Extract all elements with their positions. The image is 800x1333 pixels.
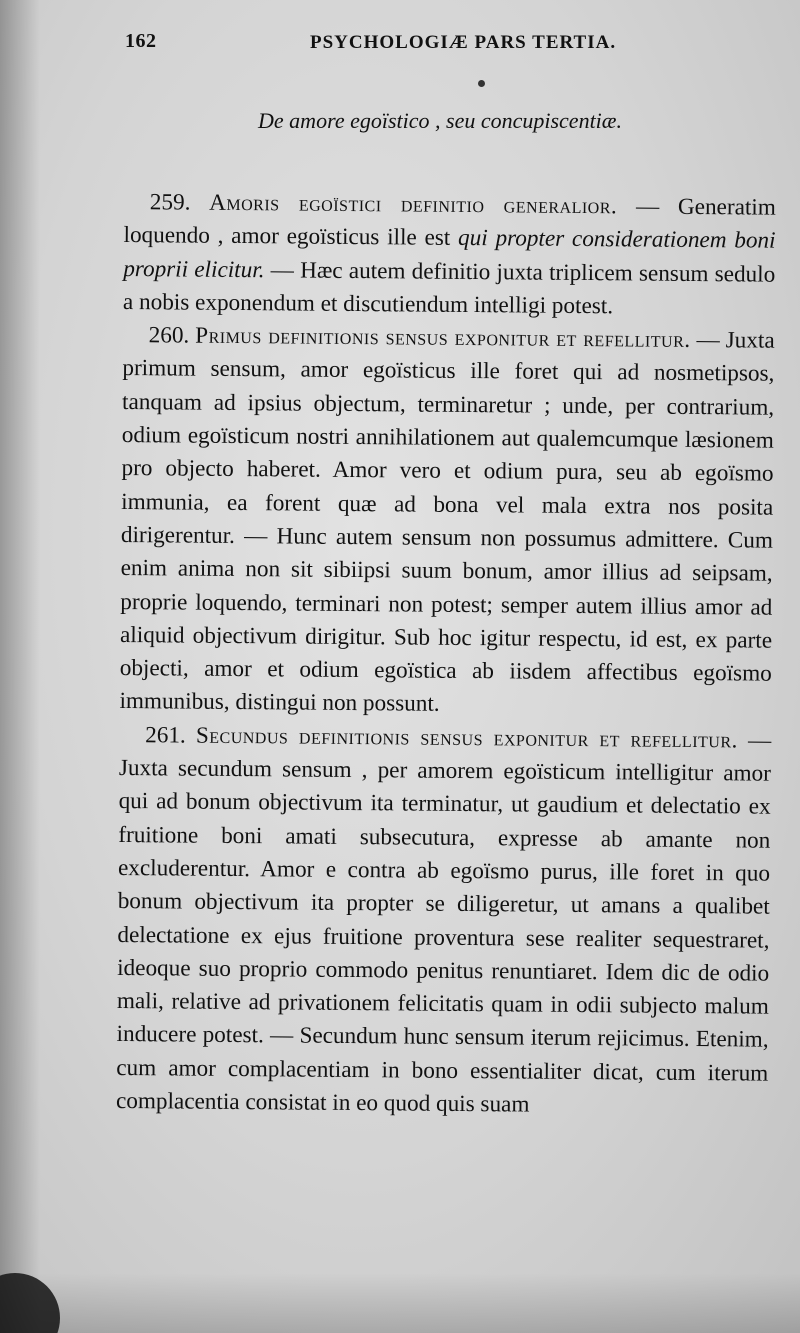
- bottom-shadow: [0, 1273, 800, 1333]
- section-title: De amore egoïstico , seu concupiscentiæ.: [258, 108, 622, 133]
- paragraph-text: — Hæc autem definitio juxta triplicem sensum sedulo a nobis exponendum et discutiendum intelligi potest.: [122, 256, 776, 320]
- paragraph-text: — Juxta primum sensum, amor egoïsticus ille foret qui ad nosmetipsos, tanquam ad ipsius objectum, terminaretur ; unde, per contrarium, odium egoïsticum nostri annihilationem aut qualemcumque læsionem pro objecto haberet. Amor vero et odium pura, seu ab egoïsmo immunia, ea forent quæ ad bona vel mala extra nos posita dirigerentur. — Hunc autem sensum non possumus admittere. Cum enim anima non sit sibiipsi suum bonum, amor illius ad seipsam, proprie loquendo, terminari non potest; semper autem illius amor ad aliquid objectivum dirigitur. Sub hoc igitur respectu, id est, ex parte objecti, amor et odium egoïstica ab iisdem affectibus egoïsmo immunibus, distingui non possunt.: [119, 327, 775, 718]
- paragraph-259: [123, 186, 776, 325]
- paragraph-number: 259.: [149, 189, 191, 216]
- running-head: PSYCHOLOGIÆ PARS TERTIA.: [310, 32, 617, 53]
- paragraph-number: 260.: [148, 322, 190, 349]
- page-number: 162: [125, 30, 157, 52]
- binding-shadow: [0, 0, 40, 1333]
- body-text: [116, 186, 776, 1124]
- paragraph-number: 261.: [145, 721, 186, 749]
- paragraph-261: [116, 719, 771, 1124]
- paragraph-heading: Amoris egoïstici definitio generalior.: [209, 189, 618, 220]
- paragraph-heading: Secundus definitionis sensus exponitur et refellitur.: [195, 722, 739, 754]
- paragraph-text: — Generatim loquendo , amor egoïsticus ille est: [123, 193, 776, 252]
- page-header: [125, 30, 685, 64]
- ornament-dot: [478, 80, 485, 87]
- paragraph-text: — Juxta secundum sensum , per amorem egoïsticum intelligitur amor qui ad bonum objectivum ita terminatur, ut gaudium et delectatio ex fruitione boni amati subsecutura, expresse ab amante non excluderentur. Amor e contra ab egoïsmo purus, ille foret in quo bonum objectivum ita propter se diligeretur, ut amans a qualibet delectatione ex ejus fruitione proventura sese realiter sequestraret, ideoque suo proprio commodo penitus renuntiaret. Idem dic de odio mali, relative ad privationem felicitatis quam in odii subjecto malum inducere potest. — Secundum hunc sensum iterum rejicimus. Etenim, cum amor complacentiam in bono essentialiter dicat, cum iterum complacentia consistat in eo quod quis suam: [115, 727, 772, 1118]
- paragraph-italic-definition: qui propter considerationem boni proprii elicitur.: [123, 225, 776, 283]
- paragraph-heading: Primus definitionis sensus exponitur et refellitur.: [195, 322, 691, 354]
- paragraph-260: [119, 319, 774, 724]
